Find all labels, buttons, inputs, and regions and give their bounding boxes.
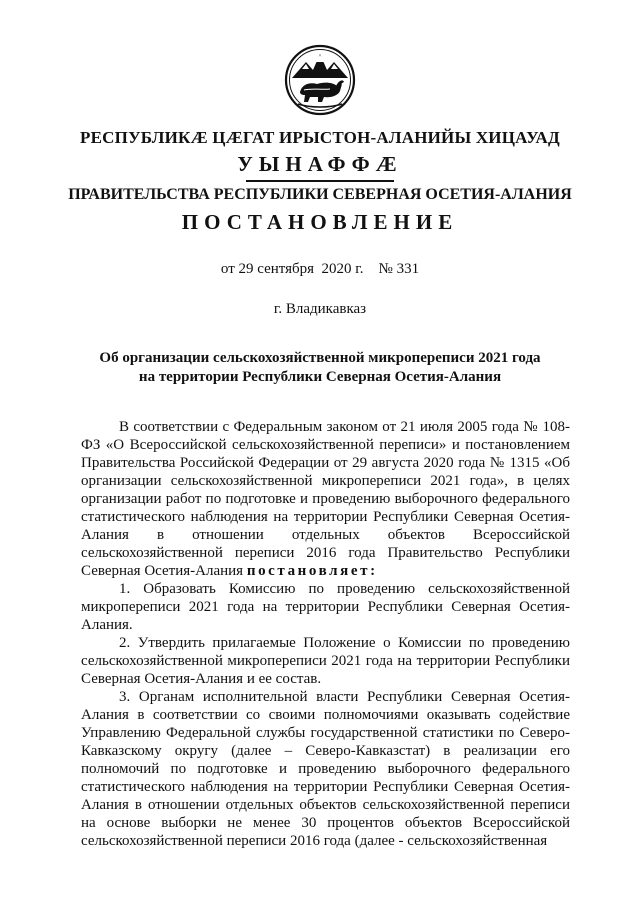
coat-of-arms-emblem — [284, 44, 356, 116]
decrees-word: постановляет: — [246, 563, 378, 579]
item-2-paragraph: 2. Утвердить прилагаемые Положение о Комиссии по проведению сельскохозяйственной микропереписи 2021 года на территории Республики Северная Осетия-Алания и ее состав. — [81, 635, 570, 687]
header-divider — [246, 180, 394, 182]
document-title — [0, 349, 640, 387]
preamble-paragraph — [81, 418, 570, 580]
decree-date-number: от 29 сентября 2020 г. № 331 — [220, 261, 420, 277]
item-1-paragraph: 1. Образовать Комиссию по проведению сельскохозяйственной микропереписи 2021 года на территории Республики Северная Осетия-Алания. — [81, 581, 570, 633]
preamble-text: В соответствии с Федеральным законом от 21 июля 2005 года № 108-ФЗ «О Всероссийской сельскохозяйственной переписи» и постановлением Правительства Российской Федерации от 29 августа 2020 года № 1315 «Об организации сельскохозяйственной микропереписи 2021 года», в целях организации работ по подготовке и проведению выборочного федерального статистического наблюдения на территории Республики Северная Осетия-Алания в отношении отдельных объектов Всероссийской сельскохозяйственной переписи 2016 года Правительство Республики Северная Осетия-Алания — [81, 419, 570, 579]
document-body — [81, 418, 570, 850]
ossetian-decree-heading: УЫНАФФӔ — [237, 152, 403, 176]
russian-government-heading: ПРАВИТЕЛЬСТВА РЕСПУБЛИКИ СЕВЕРНАЯ ОСЕТИЯ-АЛАНИЯ — [68, 186, 572, 203]
title-line-1: Об организации сельскохозяйственной микропереписи 2021 года — [99, 350, 541, 366]
decree-city: г. Владикавказ — [273, 301, 367, 317]
item-3-paragraph: 3. Органам исполнительной власти Республики Северная Осетия-Алания в соответствии со своими полномочиями оказывать содействие Управлению Федеральной службы государственной статистики по Северо-Кавказскому округу (далее – Северо-Кавказстат) в реализации его полномочий по подготовке и проведению выборочного федерального статистического наблюдения на территории Республики Северная Осетия-Алания в отношении отдельных объектов сельскохозяйственной переписи на основе выборки не менее 30 процентов объектов Всероссийской сельскохозяйственной переписи 2016 года (далее - сельскохозяйственная — [81, 689, 570, 849]
title-line-2: на территории Республики Северная Осетия-Алания — [138, 369, 502, 385]
russian-decree-heading: ПОСТАНОВЛЕНИЕ — [181, 210, 459, 234]
ossetian-government-heading: РЕСПУБЛИКӔ ЦӔГАТ ИРЫСТОН-АЛАНИЙЫ ХИЦАУАД — [80, 128, 560, 147]
